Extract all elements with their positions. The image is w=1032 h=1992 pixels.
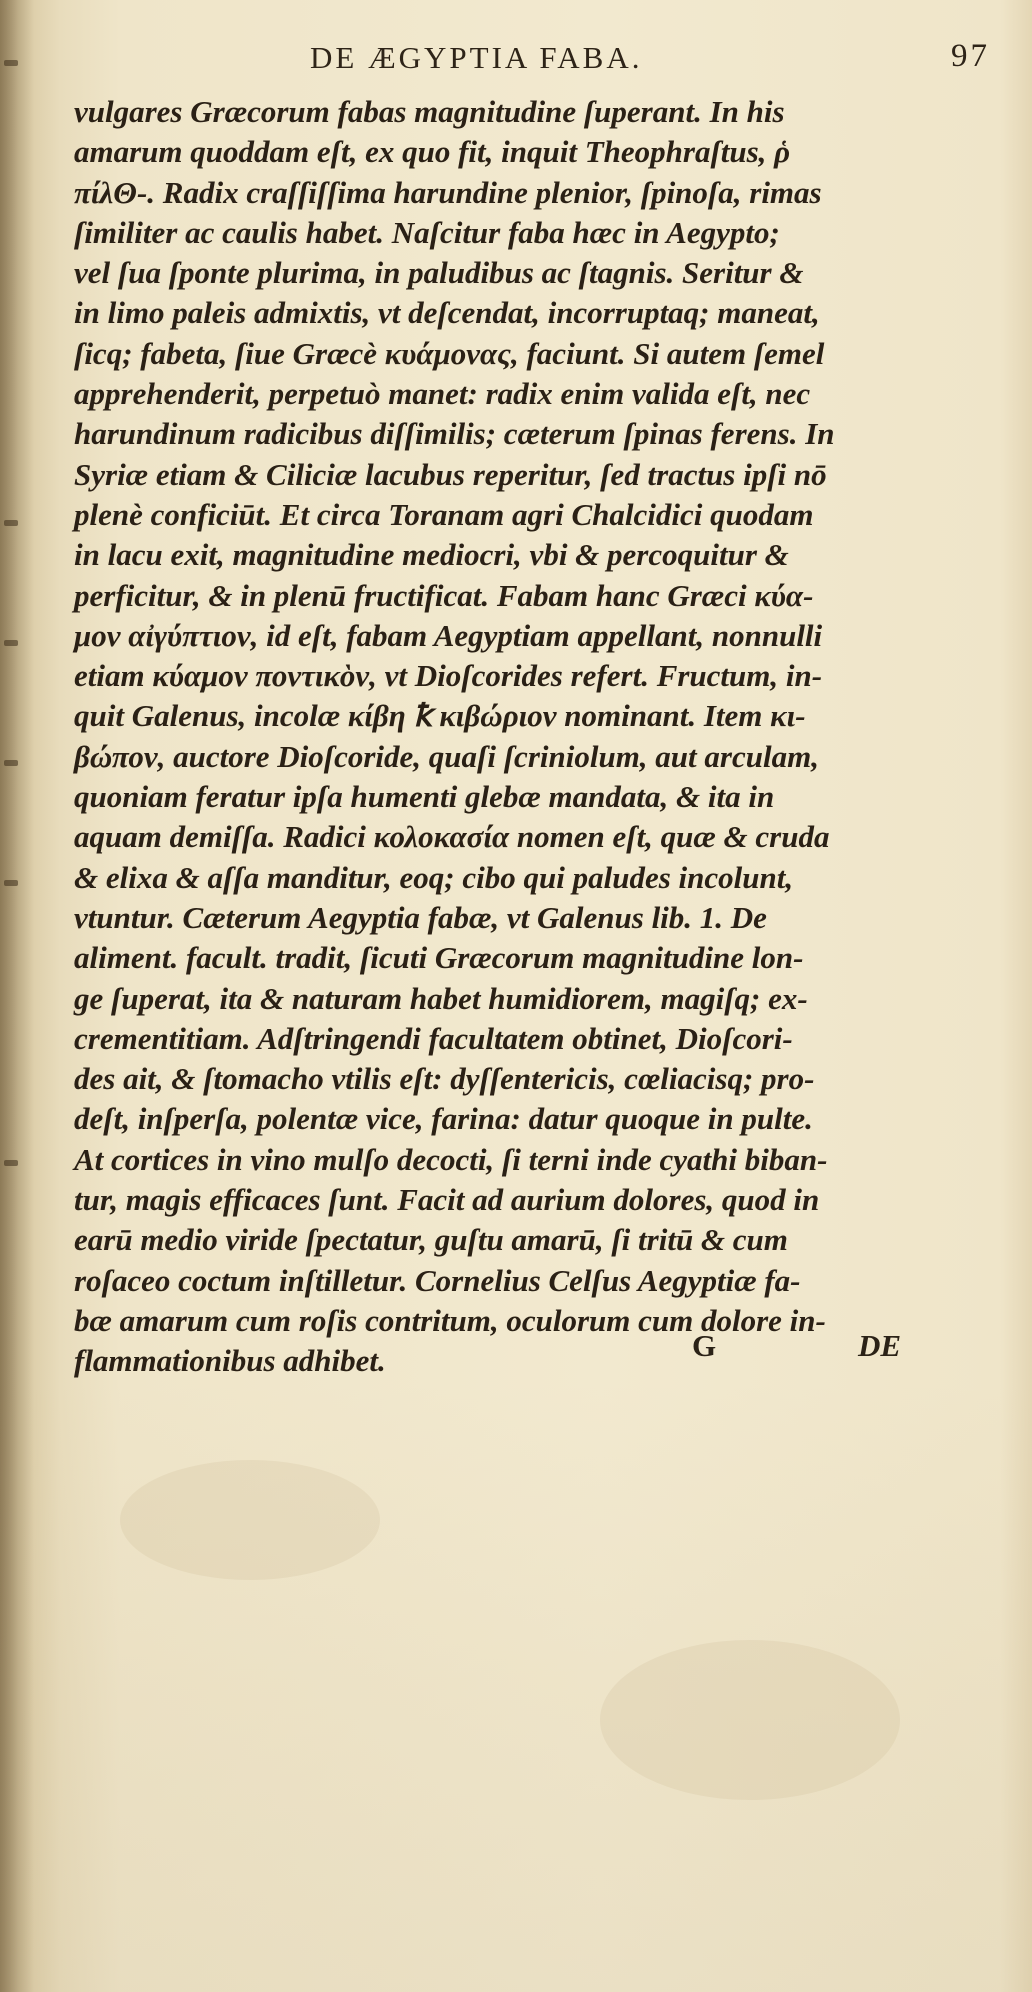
- text-line: quoniam feratur ipſa humenti glebæ mandata, & ita in: [74, 779, 775, 815]
- text-line: At cortices in vino mulſo decocti, ſi terni inde cyathi biban-: [74, 1141, 828, 1177]
- text-line: amarum quoddam eſt, ex quo fit, inquit Theophraſtus, ῥ: [74, 134, 791, 170]
- text-line: πίλΘ-. Radix craſſiſſima harundine plenior, ſpinoſa, rimas: [74, 174, 822, 210]
- text-line: perficitur, & in plenū fructificat. Fabam hanc Græci κύα-: [74, 577, 814, 613]
- text-line: Syriæ etiam & Ciliciæ lacubus reperitur, ſed tractus ipſi nō: [74, 456, 827, 492]
- text-line: plenè conficiūt. Et circa Toranam agri Chalcidici quodam: [74, 496, 814, 532]
- text-line: in limo paleis admixtis, vt deſcendat, incorruptaq; maneat,: [74, 295, 820, 331]
- page-number: 97: [951, 38, 990, 74]
- text-line: etiam κύαμον ποντικὸν, vt Dioſcorides refert. Fructum, in-: [74, 658, 823, 694]
- text-line: & elixa & aſſa manditur, eoq; cibo qui paludes incolunt,: [74, 859, 794, 895]
- text-line: ſicq; fabeta, ſiue Græcè κυάμονας, faciunt. Si autem ſemel: [74, 335, 825, 371]
- text-line: vtuntur. Cæterum Aegyptia fabæ, vt Galenus lib. 1. De: [74, 899, 767, 935]
- paper-stain: [600, 1640, 900, 1800]
- text-line: earū medio viride ſpectatur, guſtu amarū, ſi tritū & cum: [74, 1222, 788, 1258]
- body-text: [74, 92, 974, 1382]
- bleed-through-mark: [4, 640, 18, 646]
- text-line: aliment. facult. tradit, ſicuti Græcorum magnitudine lon-: [74, 940, 804, 976]
- text-line: tur, magis efficaces ſunt. Facit ad aurium dolores, quod in: [74, 1182, 820, 1218]
- catchword: DE: [858, 1328, 902, 1363]
- text-line: βώπον, auctore Dioſcoride, quaſi ſcriniolum, aut arculam,: [74, 738, 819, 774]
- text-line: crementitiam. Adſtringendi facultatem obtinet, Dioſcori-: [74, 1020, 793, 1056]
- text-line: quit Galenus, incolæ κίβη ꝁ κιβώριον nominant. Item κι-: [74, 698, 806, 734]
- text-line: bæ amarum cum roſis contritum, oculorum cum dolore in-: [74, 1302, 826, 1338]
- bleed-through-mark: [4, 1160, 18, 1166]
- bleed-through-mark: [4, 60, 18, 66]
- text-line: apprehenderit, perpetuò manet: radix enim valida eſt, nec: [74, 376, 811, 412]
- text-line: harundinum radicibus diſſimilis; cæterum ſpinas ferens. In: [74, 416, 835, 452]
- signature-mark: G: [692, 1328, 717, 1363]
- paper-stain: [120, 1460, 380, 1580]
- text-line: deſt, inſperſa, polentæ vice, farina: datur quoque in pulte.: [74, 1101, 813, 1137]
- blank-lower-page: [0, 1380, 1032, 1992]
- text-line: aquam demiſſa. Radici κολοκασία nomen eſt, quæ & cruda: [74, 819, 830, 855]
- footer-row: [0, 1328, 1032, 1368]
- text-line: ſimiliter ac caulis habet. Naſcitur faba hæc in Aegypto;: [74, 214, 780, 250]
- text-line: vel ſua ſponte plurima, in paludibus ac ſtagnis. Seritur &: [74, 255, 804, 291]
- text-line: μον αἰγύπτιον, id eſt, fabam Aegyptiam appellant, nonnulli: [74, 617, 823, 653]
- text-line: in lacu exit, magnitudine mediocri, vbi & percoquitur &: [74, 537, 789, 573]
- text-line: roſaceo coctum inſtilletur. Cornelius Celſus Aegyptiæ fa-: [74, 1262, 801, 1298]
- bleed-through-mark: [4, 880, 18, 886]
- text-line: flammationibus adhibet.: [74, 1343, 386, 1379]
- bleed-through-mark: [4, 760, 18, 766]
- running-head: [310, 40, 990, 84]
- text-line: vulgares Græcorum fabas magnitudine ſuperant. In his: [74, 94, 785, 129]
- bleed-through-mark: [4, 520, 18, 526]
- running-title: DE ÆGYPTIA FABA.: [310, 40, 643, 75]
- text-line: des ait, & ſtomacho vtilis eſt: dyſſentericis, cœliacisq; pro-: [74, 1061, 815, 1097]
- text-line: ge ſuperat, ita & naturam habet humidiorem, magiſq; ex-: [74, 980, 808, 1016]
